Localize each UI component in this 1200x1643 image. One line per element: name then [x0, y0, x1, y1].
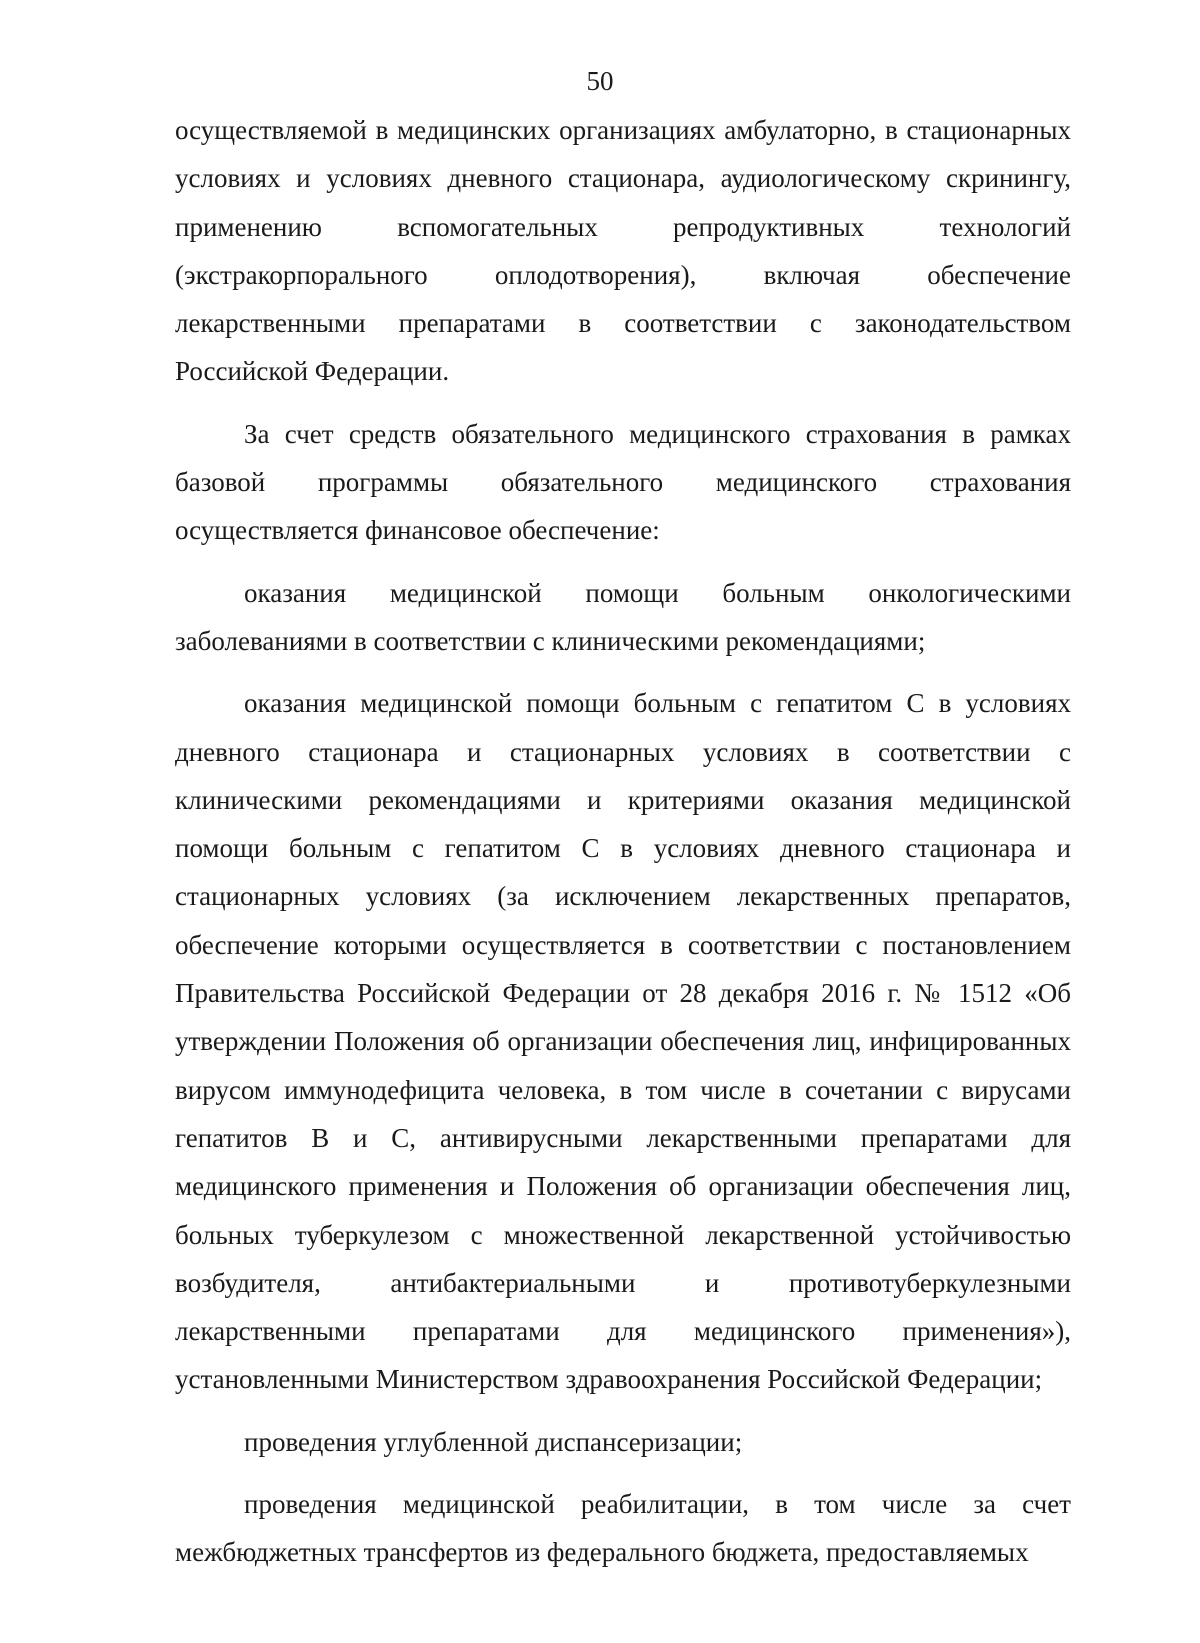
paragraph-hepatitis-c: оказания медицинской помощи больным с гепатитом С в условиях дневного стационара и стационарных условиях в соответствии с клиническими рекомендациями и критериями оказания медицинской помощи больным с гепатитом С в условиях дневного стационара и стационарных условиях (за исключением лекарственных препаратов, обеспечение которыми осуществляется в соответствии с постановлением Правительства Российской Федерации от 28 декабря 2016 г. № 1512 «Об утверждении Положения об организации обеспечения лиц, инфицированных вирусом иммунодефицита человека, в том числе в сочетании с вирусами гепатитов B и C, антивирусными лекарственными препаратами для медицинского применения и Положения об организации обеспечения лиц, больных туберкулезом с множественной лекарственной устойчивостью возбудителя, антибактериальными и противотуберкулезными лекарственными препаратами для медицинского применения»), установленными Министерством здравоохранения Российской Федерации;	[175, 688, 1071, 1395]
paragraph-dispensarization: проведения углубленной диспансеризации;	[244, 1426, 743, 1457]
paragraph-continuation: осуществляемой в медицинских организациях амбулаторно, в стационарных условиях и условиях дневного стационара, аудиологическому скринингу, применению вспомогательных репродуктивных технологий (экстракорпорального оплодотворения), включая обеспечение лекарственными препаратами в соответствии с законодательством Российской Федерации.	[175, 115, 1071, 387]
paragraph-oms-financing: За счет средств обязательного медицинского страхования в рамках базовой программы обязательного медицинского страхования осуществляется финансовое обеспечение:	[175, 418, 1071, 546]
page-number: 50	[586, 66, 614, 96]
paragraph-oncology: оказания медицинской помощи больным онкологическими заболеваниями в соответствии с клиническими рекомендациями;	[175, 577, 1071, 656]
document-body	[175, 106, 1071, 1591]
paragraph-rehabilitation: проведения медицинской реабилитации, в том числе за счет межбюджетных трансфертов из федерального бюджета, предоставляемых	[175, 1489, 1071, 1568]
